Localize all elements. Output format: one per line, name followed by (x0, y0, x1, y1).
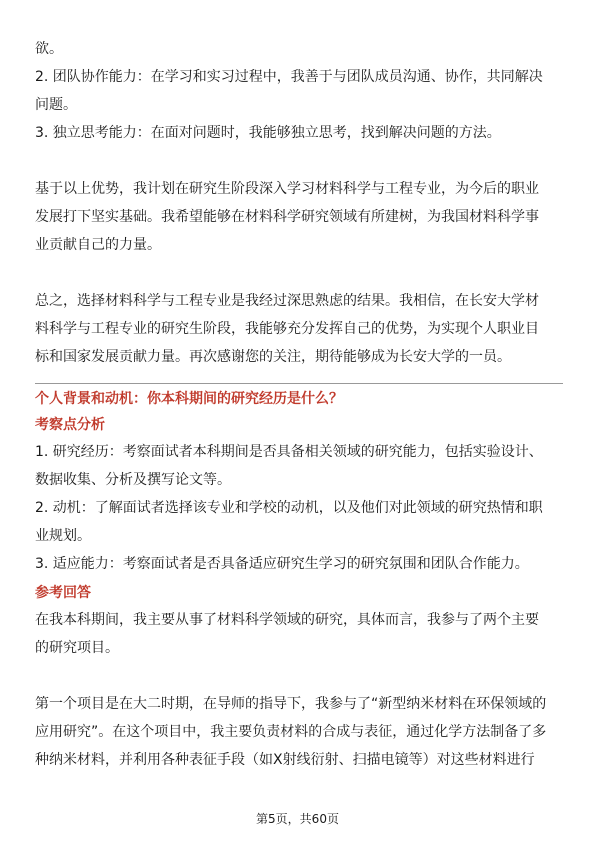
plan-paragraph-line-1: 基于以上优势，我计划在研究生阶段深入学习材料科学与工程专业，为今后的职业 (35, 181, 539, 197)
analysis-item-2-line-2: 业规划。 (35, 528, 91, 544)
page-number: 第5页，共60页 (256, 812, 339, 826)
conclusion-paragraph-line-3: 标和国家发展贡献力量。再次感谢您的关注，期待能够成为长安大学的一员。 (35, 349, 511, 365)
text-line: 欲。 (35, 41, 63, 57)
answer-intro-line-2: 的研究项目。 (35, 640, 119, 656)
strength-item-2-line-1: 2. 团队协作能力：在学习和实习过程中，我善于与团队成员沟通、协作，共同解决 (35, 69, 543, 85)
section-divider (35, 383, 563, 384)
question-title: 个人背景和动机：你本科期间的研究经历是什么？ (35, 391, 343, 407)
analysis-heading: 考察点分析 (35, 417, 105, 433)
strength-item-3-line-1: 3. 独立思考能力：在面对问题时，我能够独立思考，找到解决问题的方法。 (35, 125, 501, 141)
page-content (35, 35, 563, 774)
analysis-item-3-line-1: 3. 适应能力：考察面试者是否具备适应研究生学习的研究氛围和团队合作能力。 (35, 556, 529, 572)
paragraph-spacer (35, 147, 563, 175)
analysis-item-1-line-1: 1. 研究经历：考察面试者本科期间是否具备相关领域的研究能力，包括实验设计、 (35, 444, 543, 460)
strength-item-2-line-2: 问题。 (35, 97, 77, 113)
answer-project-line-2: 应用研究”。在这个项目中，我主要负责材料的合成与表征，通过化学方法制备了多 (35, 724, 547, 740)
conclusion-paragraph-line-2: 料科学与工程专业的研究生阶段，我能够充分发挥自己的优势，为实现个人职业目 (35, 321, 539, 337)
answer-project-line-3: 种纳米材料，并利用各种表征手段（如X射线衍射、扫描电镜等）对这些材料进行 (35, 752, 535, 768)
conclusion-paragraph-line-1: 总之，选择材料科学与工程专业是我经过深思熟虑的结果。我相信，在长安大学材 (35, 293, 539, 309)
answer-intro-line-1: 在我本科期间，我主要从事了材料科学领域的研究，具体而言，我参与了两个主要 (35, 612, 539, 628)
paragraph-spacer (35, 259, 563, 287)
plan-paragraph-line-3: 业贡献自己的力量。 (35, 237, 161, 253)
answer-project-line-1: 第一个项目是在大二时期，在导师的指导下，我参与了“新型纳米材料在环保领域的 (35, 696, 547, 712)
paragraph-spacer (35, 662, 563, 690)
analysis-item-2-line-1: 2. 动机：了解面试者选择该专业和学校的动机，以及他们对此领域的研究热情和职 (35, 500, 543, 516)
plan-paragraph-line-2: 发展打下坚实基础。我希望能够在材料科学研究领域有所建树，为我国材料科学事 (35, 209, 539, 225)
answer-heading: 参考回答 (35, 585, 91, 601)
analysis-item-1-line-2: 数据收集、分析及撰写论文等。 (35, 472, 231, 488)
